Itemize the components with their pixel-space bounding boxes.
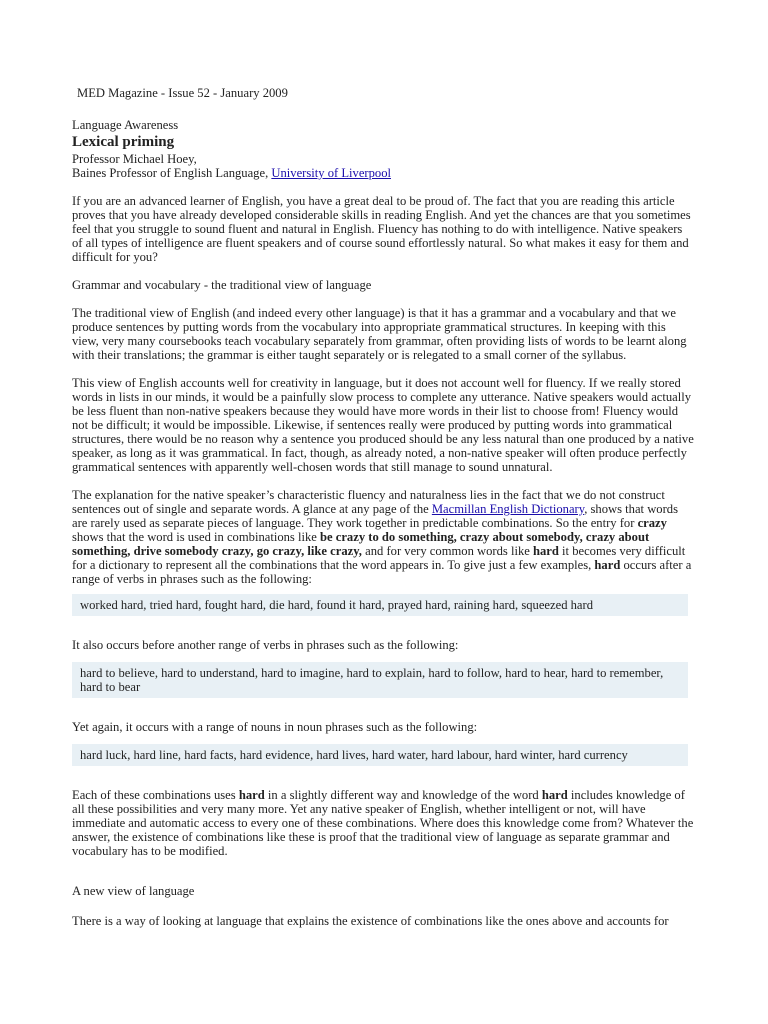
text-span: shows that the word is used in combinations like xyxy=(72,530,321,544)
text-span: it becomes very difficult for a dictionary to represent all the combinations that the word appears in. To give just a few examples, xyxy=(72,544,686,572)
example-box-nouns: hard luck, hard line, hard facts, hard evidence, hard lives, hard water, hard labour, hard winter, hard currency xyxy=(72,744,688,766)
paragraph-new-view: There is a way of looking at language that explains the existence of combinations like the ones above and accounts for xyxy=(72,914,669,928)
subheading-traditional-view: Grammar and vocabulary - the traditional view of language xyxy=(72,278,372,292)
text-span: in a slightly different way and knowledge of the word xyxy=(264,788,542,802)
author-name: Professor Michael Hoey, xyxy=(72,152,197,166)
text-span: Each of these combinations uses xyxy=(72,788,239,802)
affiliation-text: Baines Professor of English Language, xyxy=(72,166,272,180)
author-affiliation xyxy=(72,166,694,180)
text-span: and for very common words like xyxy=(361,544,533,558)
university-link[interactable]: University of Liverpool xyxy=(271,166,391,180)
section-label: Language Awareness xyxy=(72,118,179,132)
dictionary-link[interactable]: Macmillan English Dictionary xyxy=(431,502,585,516)
subheading-new-view: A new view of language xyxy=(72,884,195,898)
text-span: occurs after a range of verbs in phrases such as the following: xyxy=(72,558,692,586)
paragraph-before-verbs: It also occurs before another range of verbs in phrases such as the following: xyxy=(72,638,459,652)
paragraph-traditional-view: The traditional view of English (and indeed every other language) is that it has a grammar and a vocabulary and that we produce sentences by putting words from the vocabulary into appropriate grammatical structures. In keeping with this view, very many coursebooks teach vocabulary separately from grammar, often providing lists of words to be learnt along with their translations; the grammar is either taught separately or is relegated to a small corner of the syllabus. xyxy=(72,306,687,362)
bold-term: crazy xyxy=(637,516,667,530)
article-title: Lexical priming xyxy=(72,134,175,150)
example-box-verbs-before: worked hard, tried hard, fought hard, die hard, found it hard, prayed hard, raining hard, squeezed hard xyxy=(72,594,688,616)
bold-term: be crazy to do something, crazy about somebody, crazy about something, drive somebody crazy, go crazy, like crazy, xyxy=(72,530,650,558)
bold-term: hard xyxy=(541,788,568,802)
paragraph-explanation xyxy=(72,488,694,586)
article-content xyxy=(72,86,694,942)
example-box-verbs-after: hard to believe, hard to understand, hard to imagine, hard to explain, hard to follow, hard to hear, hard to remember, hard to bear xyxy=(72,662,688,698)
text-span: , shows that words are rarely used as separate pieces of language. They work together in predictable combinations. So the entry for xyxy=(72,502,678,530)
paragraph-fluency: This view of English accounts well for creativity in language, but it does not account well for fluency. If we really stored words in lists in our minds, it would be a painfully slow process to complete any utterance. Native speakers would actually be less fluent than non-native speakers because they would have more words in their list to choose from! Fluency would not be difficult; it would be impossible. Likewise, if sentences really were produced by putting words into grammatical structures, there would be no reason why a sentence you produced should be any less natural than one produced by a native speaker, as long as it was grammatical. In fact, though, as already noted, a non-native speaker will often produce perfectly grammatical sentences with apparently well-chosen words that still manage to sound unnatural. xyxy=(72,376,694,474)
bold-term: hard xyxy=(594,558,621,572)
text-span: includes knowledge of all these possibilities and very many more. Yet any native speaker of English, whether intelligent or not, will have immediate and automatic access to every one of these combinations. Where does this knowledge come from? Whatever the answer, the existence of combinations like these is proof that the traditional view of language as separate grammar and vocabulary has to be modified. xyxy=(72,788,694,858)
intro-paragraph: If you are an advanced learner of English, you have a great deal to be proud of. The fact that you are reading this article proves that you have already developed considerable skills in reading English. And yet the chances are that you sometimes feel that you struggle to sound fluent and natural in English. Fluency has nothing to do with intelligence. Native speakers of all types of intelligence are fluent speakers and of course sound effortlessly natural. So what makes it easy for them and difficult for you? xyxy=(72,194,691,264)
paragraph-combinations xyxy=(72,788,694,858)
bold-term: hard xyxy=(533,544,559,558)
issue-header: MED Magazine - Issue 52 - January 2009 xyxy=(77,86,288,100)
text-span: The explanation for the native speaker’s characteristic fluency and naturalness lies in the fact that we do not construct sentences out of single and separate words. A glance at any page of the xyxy=(72,488,665,516)
bold-term: hard xyxy=(238,788,265,802)
paragraph-nouns: Yet again, it occurs with a range of nouns in noun phrases such as the following: xyxy=(72,720,478,734)
